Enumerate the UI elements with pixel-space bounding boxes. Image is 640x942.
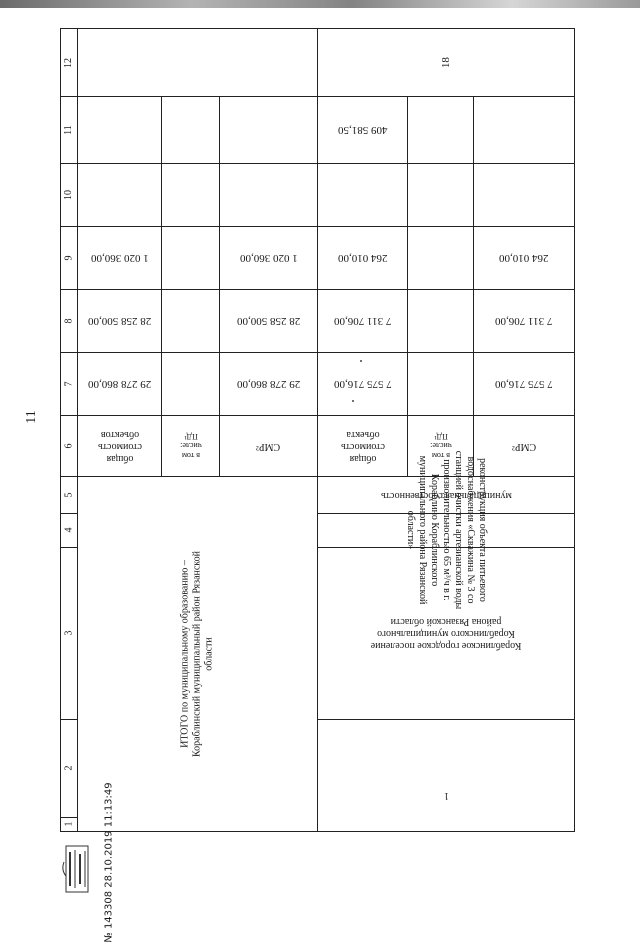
col-number-6: 6 [63, 443, 74, 448]
page-number: 11 [24, 410, 39, 424]
col-number-5: 5 [63, 492, 74, 497]
col-number-1: 1 [63, 821, 74, 827]
col-number-10: 10 [63, 189, 74, 200]
object-name: реконструкция объекта питьевого водоснабжения «Скважина № 3 со станцией очистки артезианской воды производительностью 65 м³/ч в г. Кораблино Кораблинского муниципального района Рязанской области» [405, 450, 488, 610]
summary-row-pd-label: в том числе: ПД¹ [179, 431, 202, 460]
summary-row-total-label: общая стоимость объектов [97, 428, 142, 464]
object-total-c11: 409 581,50 [337, 124, 388, 137]
col-number-9: 9 [63, 255, 74, 260]
object-municipality: Кораблинское городское поселение Кораблинского муниципального района Рязанской области [370, 616, 522, 651]
object-total-c7: 7 575 716,00 [333, 378, 392, 391]
summary-row-smr-label: СМР² [256, 440, 281, 452]
object-row-pd-label: в том числе: ПД¹ [429, 431, 452, 460]
col-number-11: 11 [62, 124, 74, 135]
col-number-12: 12 [63, 57, 74, 68]
summary-total-c8: 28 258 500,00 [87, 315, 152, 328]
summary-smr-c9: 1 020 360,00 [239, 252, 298, 265]
scan-edge [0, 0, 640, 8]
col-number-4: 4 [63, 527, 74, 533]
object-ownership: муниципальная собственность [380, 489, 512, 501]
registration-stamp: № 143308 28.10.2019 11:13:49 [103, 781, 115, 942]
summary-smr-c8: 28 258 500,00 [236, 315, 301, 328]
object-c12: 18 [439, 57, 452, 68]
summary-total-c9: 1 020 360,00 [90, 252, 149, 265]
col-number-8: 8 [63, 318, 74, 323]
signature-seal-icon [60, 842, 96, 898]
object-total-c8: 7 311 706,00 [333, 315, 392, 328]
col-number-3: 3 [63, 630, 74, 636]
summary-total-c7: 29 278 860,00 [87, 378, 152, 391]
summary-label: ИТОГО по муниципальному образованию – Кораблинский муниципальный район Рязанской области [179, 550, 215, 757]
object-smr-c9: 264 010,00 [499, 252, 549, 265]
object-smr-c8: 7 311 706,00 [495, 315, 553, 328]
col-number-7: 7 [63, 381, 74, 386]
summary-smr-c7: 29 278 860,00 [236, 378, 301, 391]
object-row-total-label: общая стоимость объекта [340, 428, 385, 464]
object-total-c9: 264 010,00 [337, 252, 388, 265]
object-row-number: 1 [443, 790, 449, 801]
budget-table [60, 28, 575, 832]
col-number-2: 2 [63, 765, 74, 771]
object-row-smr-label: СМР² [511, 440, 537, 452]
object-smr-c7: 7 575 716,00 [495, 378, 553, 391]
